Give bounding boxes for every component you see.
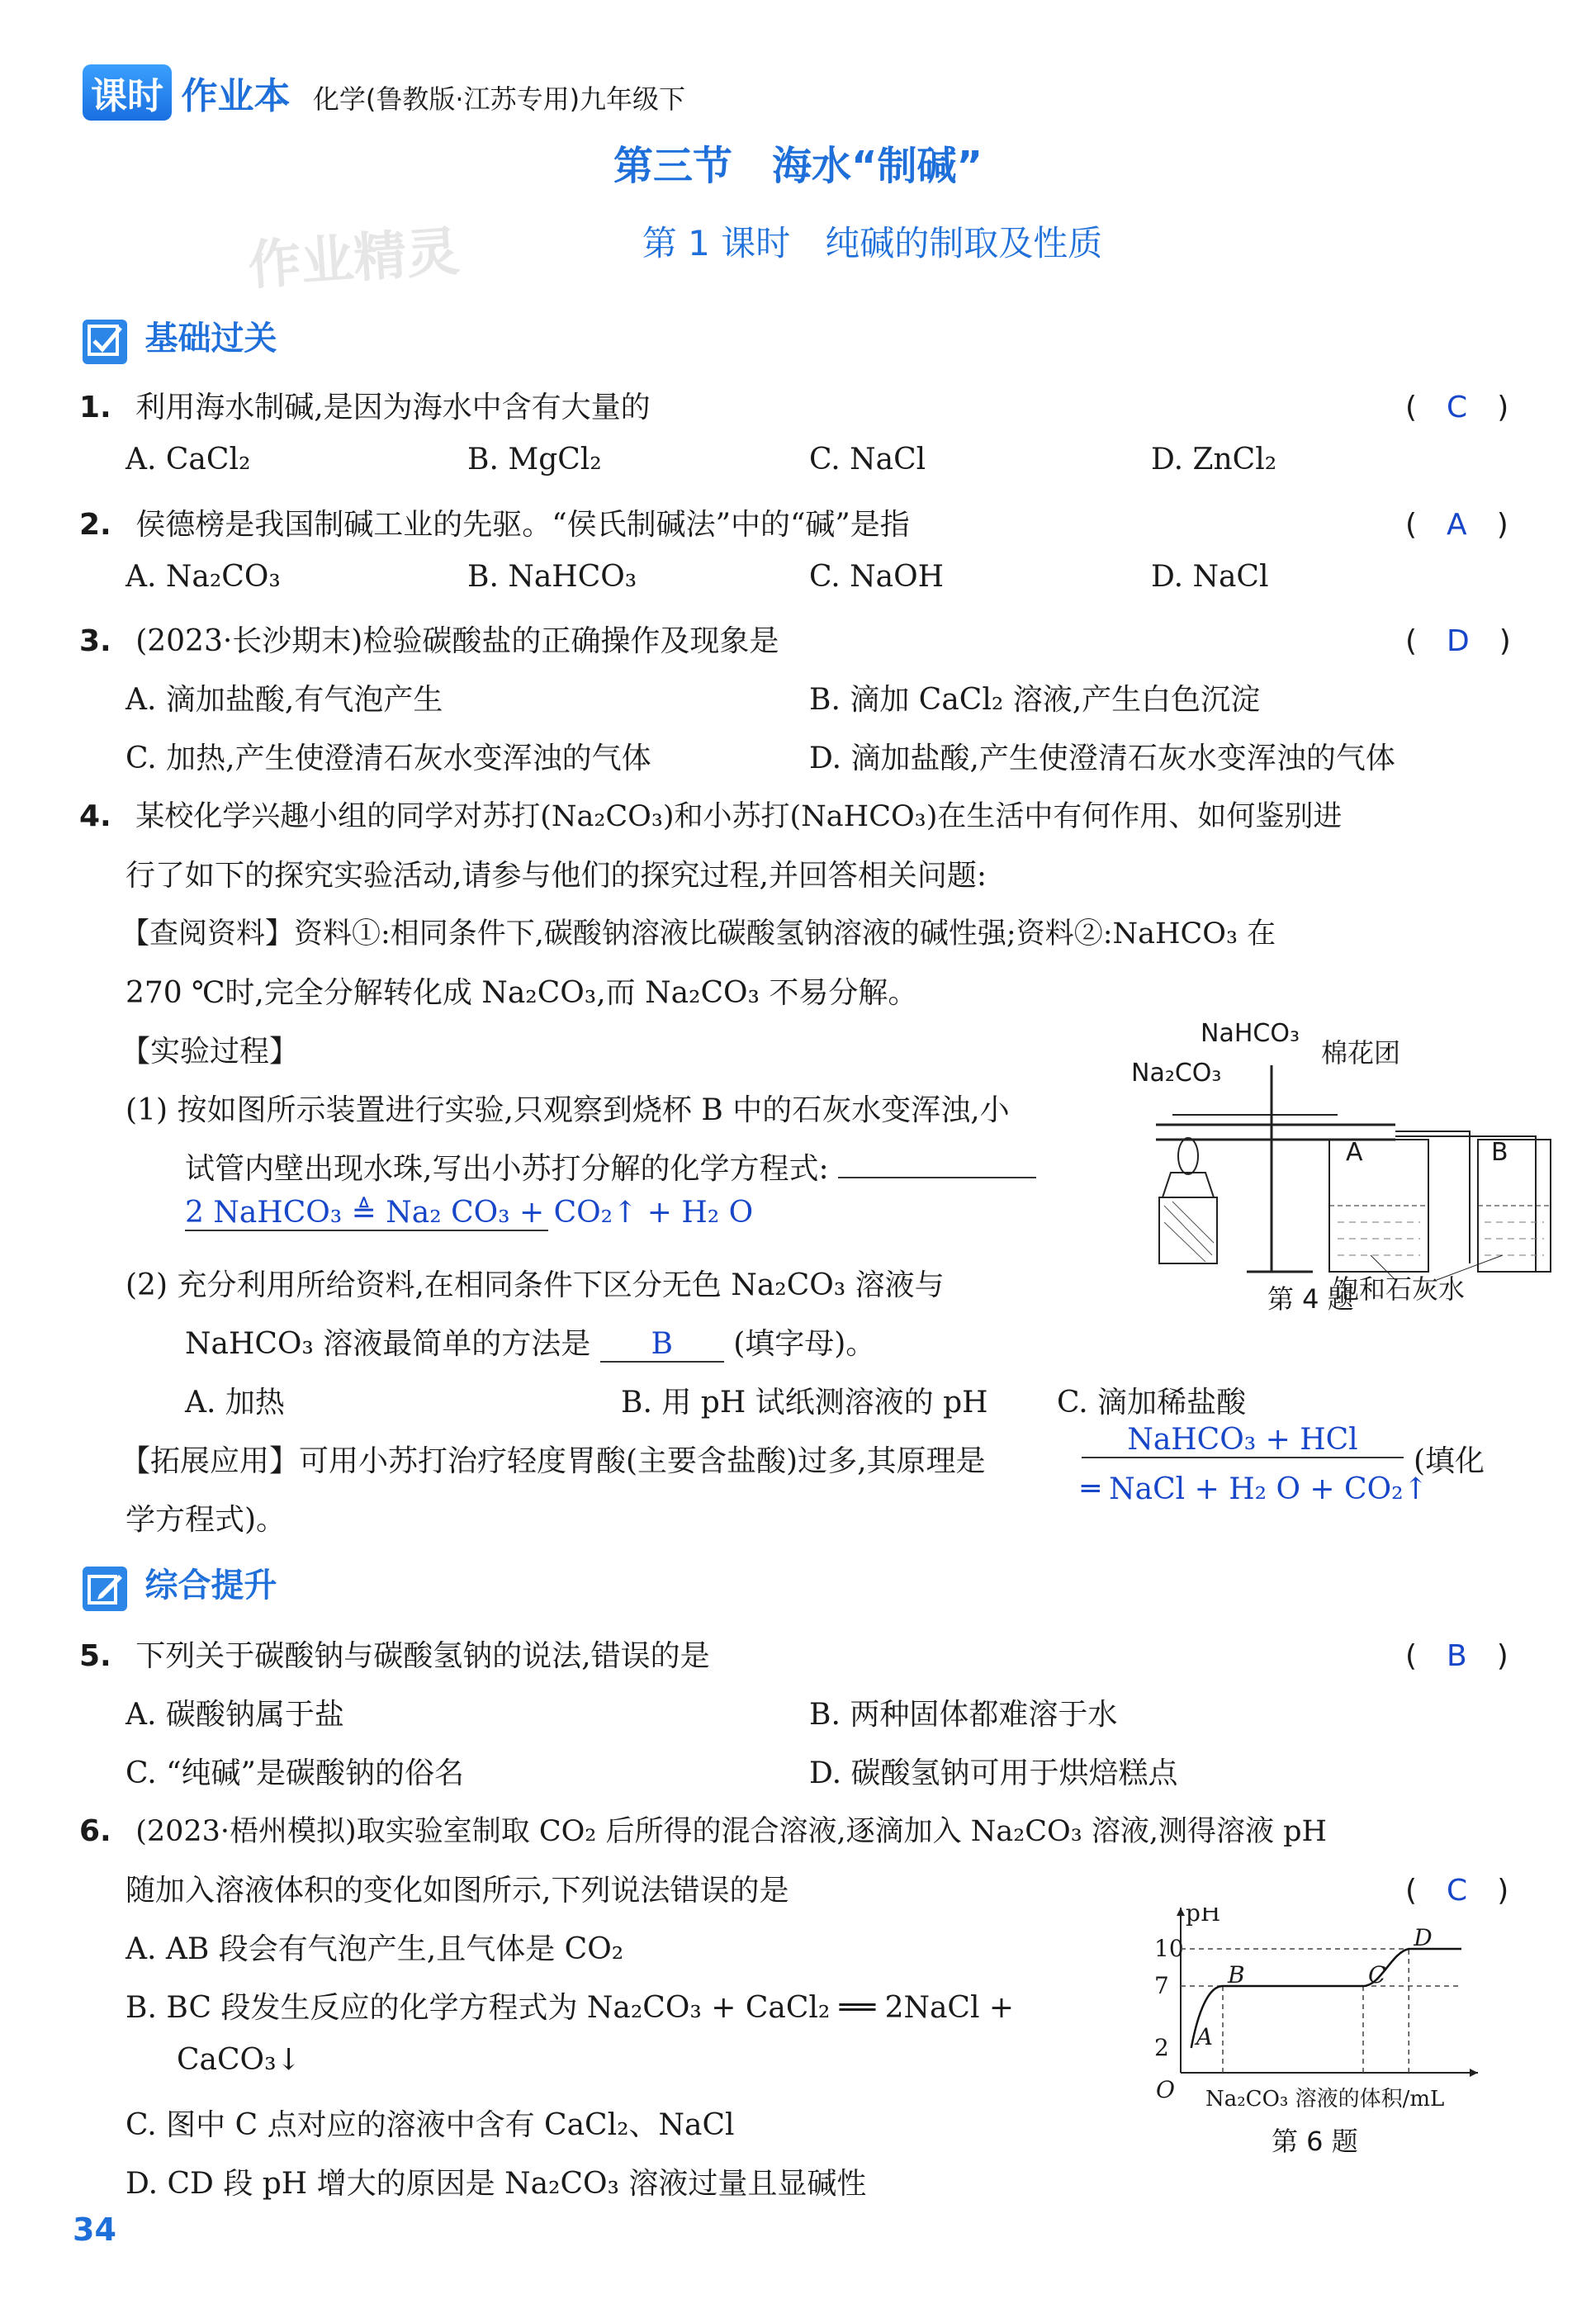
q6-option-d: D. CD 段 pH 增大的原因是 Na₂CO₃ 溶液过量且显碱性 bbox=[126, 2167, 867, 2201]
q4-p2-post: (填字母)。 bbox=[733, 1327, 876, 1361]
section-advanced bbox=[83, 1559, 277, 1611]
y-tick-label-10: 10 bbox=[1154, 1935, 1184, 1962]
q2-stem bbox=[79, 501, 910, 543]
q2-option-b: B. NaHCO₃ bbox=[467, 560, 637, 594]
q6-line2: 随加入溶液体积的变化如图所示,下列说法错误的是 bbox=[126, 1874, 789, 1908]
q4-p2-line1: (2) 充分利用所给资料,在相同条件下区分无色 Na₂CO₃ 溶液与 bbox=[126, 1268, 945, 1302]
q4-p1-line2 bbox=[185, 1145, 1036, 1187]
ph-chart-svg bbox=[1139, 1908, 1503, 2122]
x-axis-label: Na₂CO₃ 溶液的体积/mL bbox=[1205, 2087, 1445, 2112]
q5-answer: B bbox=[1447, 1639, 1467, 1673]
section-basic bbox=[83, 312, 277, 364]
q1-stem bbox=[79, 384, 651, 426]
section-basic-title: 基础过关 bbox=[144, 320, 277, 358]
label-cotton: 棉花团 bbox=[1321, 1037, 1401, 1069]
q4-p1-answer: 2 NaHCO₃ ≜ Na₂ CO₃ + CO₂↑ + H₂ O bbox=[185, 1196, 754, 1230]
q1-option-d: D. ZnCl₂ bbox=[1151, 443, 1277, 476]
q4-p2-option-a: A. 加热 bbox=[185, 1386, 285, 1420]
q2-option-c: C. NaOH bbox=[809, 560, 945, 594]
x-axis-arrow bbox=[1470, 2069, 1478, 2077]
section-advanced-title: 综合提升 bbox=[144, 1567, 277, 1605]
y-tick-label-7: 7 bbox=[1154, 1972, 1169, 1999]
q4-process-heading: 【实验过程】 bbox=[121, 1035, 300, 1069]
q4-info1: 【查阅资料】资料①:相同条件下,碳酸钠溶液比碳酸氢钠溶液的碱性强;资料②:NaHCO₃ 在 bbox=[121, 917, 1276, 950]
section-title: 第三节 海水“制碱” bbox=[613, 143, 983, 189]
point-label-D: D bbox=[1414, 1924, 1433, 1951]
q3-option-c: C. 加热,产生使澄清石灰水变浑浊的气体 bbox=[126, 742, 651, 775]
lesson-title: 第 1 课时 纯碱的制取及性质 bbox=[642, 223, 1103, 263]
q2-text: 侯德榜是我国制碱工业的先驱。“侯氏制碱法”中的“碱”是指 bbox=[135, 508, 910, 542]
logo: 课时 bbox=[83, 64, 172, 121]
q5-option-c: C. “纯碱”是碳酸钠的俗名 bbox=[126, 1756, 464, 1790]
q1-option-b: B. MgCl₂ bbox=[467, 443, 602, 476]
y-axis-label: pH bbox=[1186, 1908, 1221, 1927]
q2-option-d: D. NaCl bbox=[1151, 560, 1269, 594]
q6-option-b-cont: CaCO₃↓ bbox=[177, 2043, 301, 2077]
y-axis-arrow bbox=[1177, 1908, 1185, 1916]
book-name: 作业本 bbox=[181, 75, 291, 117]
q1-answer: C bbox=[1447, 391, 1468, 424]
q4-figure-caption: 第 4 题 bbox=[1267, 1283, 1354, 1315]
q4-p1-line1: (1) 按如图所示装置进行实验,只观察到烧杯 B 中的石灰水变浑浊,小 bbox=[126, 1093, 1010, 1127]
q4-p2-answer: B bbox=[600, 1327, 724, 1363]
q6-line1: (2023·梧州模拟)取实验室制取 CO₂ 后所得的混合溶液,逐滴加入 Na₂CO₃ 溶液,测得溶液 pH bbox=[135, 1815, 1328, 1848]
q3-option-d: D. 滴加盐酸,产生使澄清石灰水变浑浊的气体 bbox=[809, 742, 1395, 775]
checkbox-icon bbox=[83, 320, 127, 364]
point-label-A: A bbox=[1196, 2023, 1213, 2050]
ph-chart bbox=[1139, 1908, 1503, 2122]
q6-answer-bracket: ( C ) bbox=[1405, 1874, 1509, 1908]
label-beaker-a: A bbox=[1346, 1138, 1363, 1167]
q5-answer-bracket: ( B ) bbox=[1405, 1639, 1508, 1673]
q6-answer: C bbox=[1447, 1874, 1468, 1908]
q6-figure-caption: 第 6 题 bbox=[1272, 2126, 1358, 2157]
q5-option-b: B. 两种固体都难溶于水 bbox=[809, 1698, 1118, 1732]
watermark: 作业精灵 bbox=[246, 221, 462, 297]
q4-p1-text: 试管内壁出现水珠,写出小苏打分解的化学方程式: bbox=[185, 1152, 829, 1186]
q5-text: 下列关于碳酸钠与碳酸氢钠的说法,错误的是 bbox=[135, 1639, 710, 1673]
q4-stem bbox=[79, 794, 1342, 835]
q5-option-a: A. 碳酸钠属于盐 bbox=[126, 1698, 344, 1732]
q4-number: 4. bbox=[79, 799, 111, 833]
edit-icon bbox=[83, 1567, 127, 1611]
q3-stem bbox=[79, 618, 779, 660]
q3-option-b: B. 滴加 CaCl₂ 溶液,产生白色沉淀 bbox=[809, 683, 1261, 717]
q2-number: 2. bbox=[79, 508, 111, 542]
q4-ext-post2: 学方程式)。 bbox=[126, 1503, 287, 1537]
q4-ext-text: 【拓展应用】可用小苏打治疗轻度胃酸(主要含盐酸)过多,其原理是 bbox=[121, 1444, 986, 1478]
label-beaker-b: B bbox=[1491, 1138, 1508, 1167]
q4-line2: 行了如下的探究实验活动,请参与他们的探究过程,并回答相关问题: bbox=[126, 859, 987, 893]
q4-info2: 270 ℃时,完全分解转化成 Na₂CO₃,而 Na₂CO₃ 不易分解。 bbox=[126, 976, 918, 1010]
q1-number: 1. bbox=[79, 391, 111, 424]
q4-ext-answer1: NaHCO₃ + HCl bbox=[1082, 1423, 1404, 1458]
origin-label: O bbox=[1156, 2076, 1175, 2103]
q6-option-c: C. 图中 C 点对应的溶液中含有 CaCl₂、NaCl bbox=[126, 2108, 735, 2142]
label-na2co3: Na₂CO₃ bbox=[1131, 1059, 1222, 1088]
q6-stem bbox=[79, 1808, 1327, 1850]
q3-answer-bracket: ( D ) bbox=[1405, 624, 1511, 658]
q4-p1-blank bbox=[838, 1154, 1036, 1178]
q5-number: 5. bbox=[79, 1639, 111, 1673]
q4-ext-answer2: ═ NaCl + H₂ O + CO₂↑ bbox=[1082, 1472, 1428, 1506]
q4-p2-option-c: C. 滴加稀盐酸 bbox=[1057, 1386, 1247, 1420]
q4-p2-text: NaHCO₃ 溶液最简单的方法是 bbox=[185, 1327, 591, 1361]
q6-option-a: A. AB 段会有气泡产生,且气体是 CO₂ bbox=[126, 1932, 624, 1966]
q4-line1: 某校化学兴趣小组的同学对苏打(Na₂CO₃)和小苏打(NaHCO₃)在生活中有何作用、如何鉴别进 bbox=[135, 800, 1343, 833]
q4-p2-option-b: B. 用 pH 试纸测溶液的 pH bbox=[621, 1386, 988, 1420]
q4-ext-post1: (填化 bbox=[1414, 1444, 1485, 1478]
header bbox=[83, 64, 685, 121]
subject-label: 化学(鲁教版·江苏专用)九年级下 bbox=[312, 83, 686, 115]
q1-option-c: C. NaCl bbox=[809, 443, 926, 476]
q3-text: (2023·长沙期末)检验碳酸盐的正确操作及现象是 bbox=[135, 624, 779, 658]
q5-stem bbox=[79, 1633, 710, 1675]
q3-option-a: A. 滴加盐酸,有气泡产生 bbox=[126, 683, 443, 717]
q2-option-a: A. Na₂CO₃ bbox=[126, 560, 281, 594]
q1-option-a: A. CaCl₂ bbox=[126, 443, 251, 476]
point-label-C: C bbox=[1368, 1961, 1386, 1989]
label-limewater: 饱和石灰水 bbox=[1333, 1273, 1466, 1305]
point-label-B: B bbox=[1228, 1961, 1245, 1989]
q4-p2-line2 bbox=[185, 1320, 875, 1363]
q1-text: 利用海水制碱,是因为海水中含有大量的 bbox=[135, 391, 651, 424]
q3-answer: D bbox=[1447, 624, 1470, 658]
q3-number: 3. bbox=[79, 624, 111, 658]
q2-answer: A bbox=[1447, 508, 1467, 542]
label-nahco3: NaHCO₃ bbox=[1201, 1019, 1300, 1048]
q1-answer-bracket: ( C ) bbox=[1405, 391, 1509, 424]
y-tick-label-2: 2 bbox=[1154, 2034, 1169, 2061]
q2-answer-bracket: ( A ) bbox=[1405, 508, 1508, 542]
q6-number: 6. bbox=[79, 1814, 111, 1848]
q6-option-b: B. BC 段发生反应的化学方程式为 Na₂CO₃ + CaCl₂ ══ 2NaCl + bbox=[126, 1991, 1015, 2025]
page-number: 34 bbox=[73, 2211, 116, 2248]
q5-option-d: D. 碳酸氢钠可用于烘焙糕点 bbox=[809, 1756, 1178, 1790]
